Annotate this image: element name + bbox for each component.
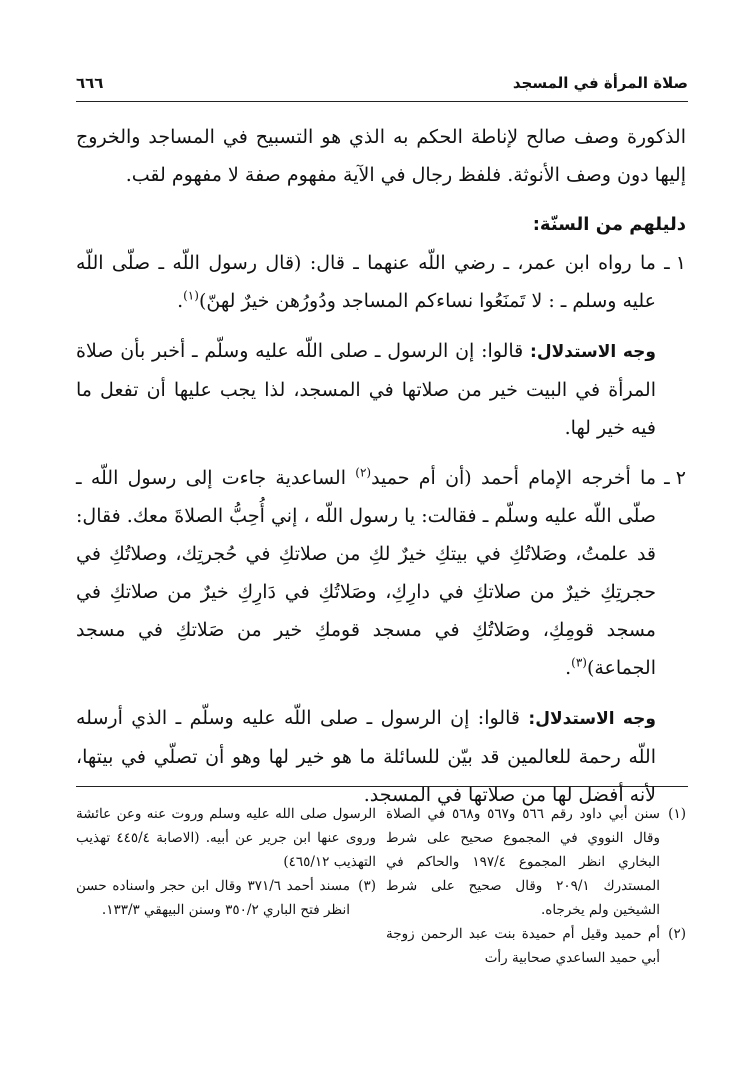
reasoning-paragraph-2 <box>76 699 686 814</box>
main-text <box>76 118 686 814</box>
footnote-2-continued: الرسول صلى الله عليه وسلم وروت عنه وعن عائشة وروى عنها ابن جرير عن أبيه. (الاصابة ٤٤٥/٤ تهذيب التهذيب ٤٦٥/١٢) <box>76 806 376 870</box>
item-text: ما رواه ابن عمر، ـ رضي اللّه عنهما ـ قال: (قال رسول اللّه ـ صلّى اللّه عليه وسلم ـ : لا تَمنَعُوا نساءكم المساجد ودُورُهن خيرٌ لهنّ) <box>76 252 656 312</box>
intro-paragraph <box>76 118 686 194</box>
intro-line-2: دون وصف الأنوثة. فلفظ رجال في الآية مفهوم صفة لا مفهوم لقب. <box>125 164 649 186</box>
footnote-rule <box>76 786 688 787</box>
footnotes-column-left <box>76 802 376 922</box>
reasoning-text: قالوا: إن الرسول ـ صلى اللّه عليه وسلّم ـ أخبر بأن صلاة المرأة في البيت خير من صلاتها في المسجد، لذا يجب عليها أن تفعل ما فيه خير لها. <box>76 340 656 439</box>
footnotes-column-right <box>386 802 686 970</box>
reasoning-paragraph-1 <box>76 332 686 447</box>
footnote-3 <box>76 874 376 922</box>
footnote-1 <box>386 802 686 922</box>
footnote-text: مسند أحمد ٣٧١/٦ وقال ابن حجر واسناده حسن انظر فتح الباري ٣٥٠/٢ وسنن البيهقي ١٣٣/٣. <box>76 878 350 918</box>
footnote-ref: (٣) <box>571 655 587 670</box>
running-head <box>76 74 688 98</box>
intro-line-1: الذكورة وصف صالح لإناطة الحكم به الذي هو التسبيح في المساجد والخروج إليها <box>76 126 686 186</box>
footnote-ref: (٢) <box>355 465 372 480</box>
footnote-number: (١) <box>668 806 686 822</box>
footnote-ref: (١) <box>183 288 199 303</box>
footnotes <box>76 802 686 1002</box>
evidence-item-2: ٢ ـ ما أخرجه الإمام أحمد (أن أم حميد$^{(٢)}$ الساعدية جاءت إلى رسول اللّه ـ صلّى اللّه عليه وسلّم ـ فقالت: يا رسول اللّه ، إني أُحِبُّ الصلاةَ معك. فقال: قد علمتُ، وصَلاتُكِ في بيتكِ خيرٌ لكِ من صلاتكِ في حُجرتِك، وصلاتُكِ في حجرتِكِ خيرٌ من صلاتكِ في دارِكِ، وصَلاتُكِ في دَارِكِ خيرٌ من صلاتكِ في مسجد قومِكِ، وصَلاتُكِ في مسجد قومكِ خير من صَلاتكِ في مسجد الجماعة)$^{(٣)}$. <box>76 459 686 687</box>
section-heading: دليلهم من السنّة: <box>532 214 686 235</box>
footnote-text: سنن أبي داود رقم ٥٦٦ و٥٦٧ و٥٦٨ في الصلاة وقال النووي في المجموع صحيح على شرط البخاري انظر المجموع ١٩٧/٤ والحاكم في المستدرك ٢٠٩/١ وقال صحيح على شرط الشيخين ولم يخرجاه. <box>386 806 660 918</box>
item-number: ١ ـ <box>664 252 686 274</box>
reasoning-label: وجه الاستدلال: <box>530 342 657 362</box>
footnote-number: (٣) <box>358 878 376 894</box>
item-text: ما أخرجه الإمام أحمد (أن أم حميد <box>371 467 656 489</box>
page-number: ٦٦٦ <box>76 74 104 92</box>
item-number: ٢ ـ <box>664 467 686 489</box>
footnote-2 <box>386 922 686 970</box>
item-text-cont: الساعدية جاءت إلى رسول اللّه ـ صلّى اللّه عليه وسلّم ـ فقالت: يا رسول اللّه ، إني أُحِبُّ الصلاةَ معك. فقال: قد علمتُ، وصَلاتُكِ في بيتكِ خيرٌ لكِ من صلاتكِ في حُجرتِك، وصلاتُكِ في حجرتِكِ خيرٌ من صلاتكِ في دارِكِ، وصَلاتُكِ في دَارِكِ خيرٌ من صلاتكِ في مسجد قومِكِ، وصَلاتُكِ في مسجد قومكِ خير من صَلاتكِ في مسجد الجماعة) <box>76 467 656 679</box>
reasoning-label: وجه الاستدلال: <box>528 709 656 729</box>
reasoning-text: قالوا: إن الرسول ـ صلى اللّه عليه وسلّم ـ الذي أرسله اللّه رحمة للعالمين قد بيّن للسائلة ما هو خير لها وهو أن تصلّي في بيتها، لأنه أفضل لها من صلاتها في المسجد. <box>76 707 656 806</box>
evidence-item-1: ١ ـ ما رواه ابن عمر، ـ رضي اللّه عنهما ـ قال: (قال رسول اللّه ـ صلّى اللّه عليه وسلم ـ : لا تَمنَعُوا نساءكم المساجد ودُورُهن خيرٌ لهنّ)$^{(١)}$. <box>76 244 686 320</box>
footnote-text: أم حميد وقيل أم حميدة بنت عبد الرحمن زوجة أبي حميد الساعدي صحابية رأت <box>386 926 660 966</box>
running-title: صلاة المرأة في المسجد <box>512 74 688 92</box>
header-rule <box>76 101 688 102</box>
footnote-number: (٢) <box>668 926 686 942</box>
